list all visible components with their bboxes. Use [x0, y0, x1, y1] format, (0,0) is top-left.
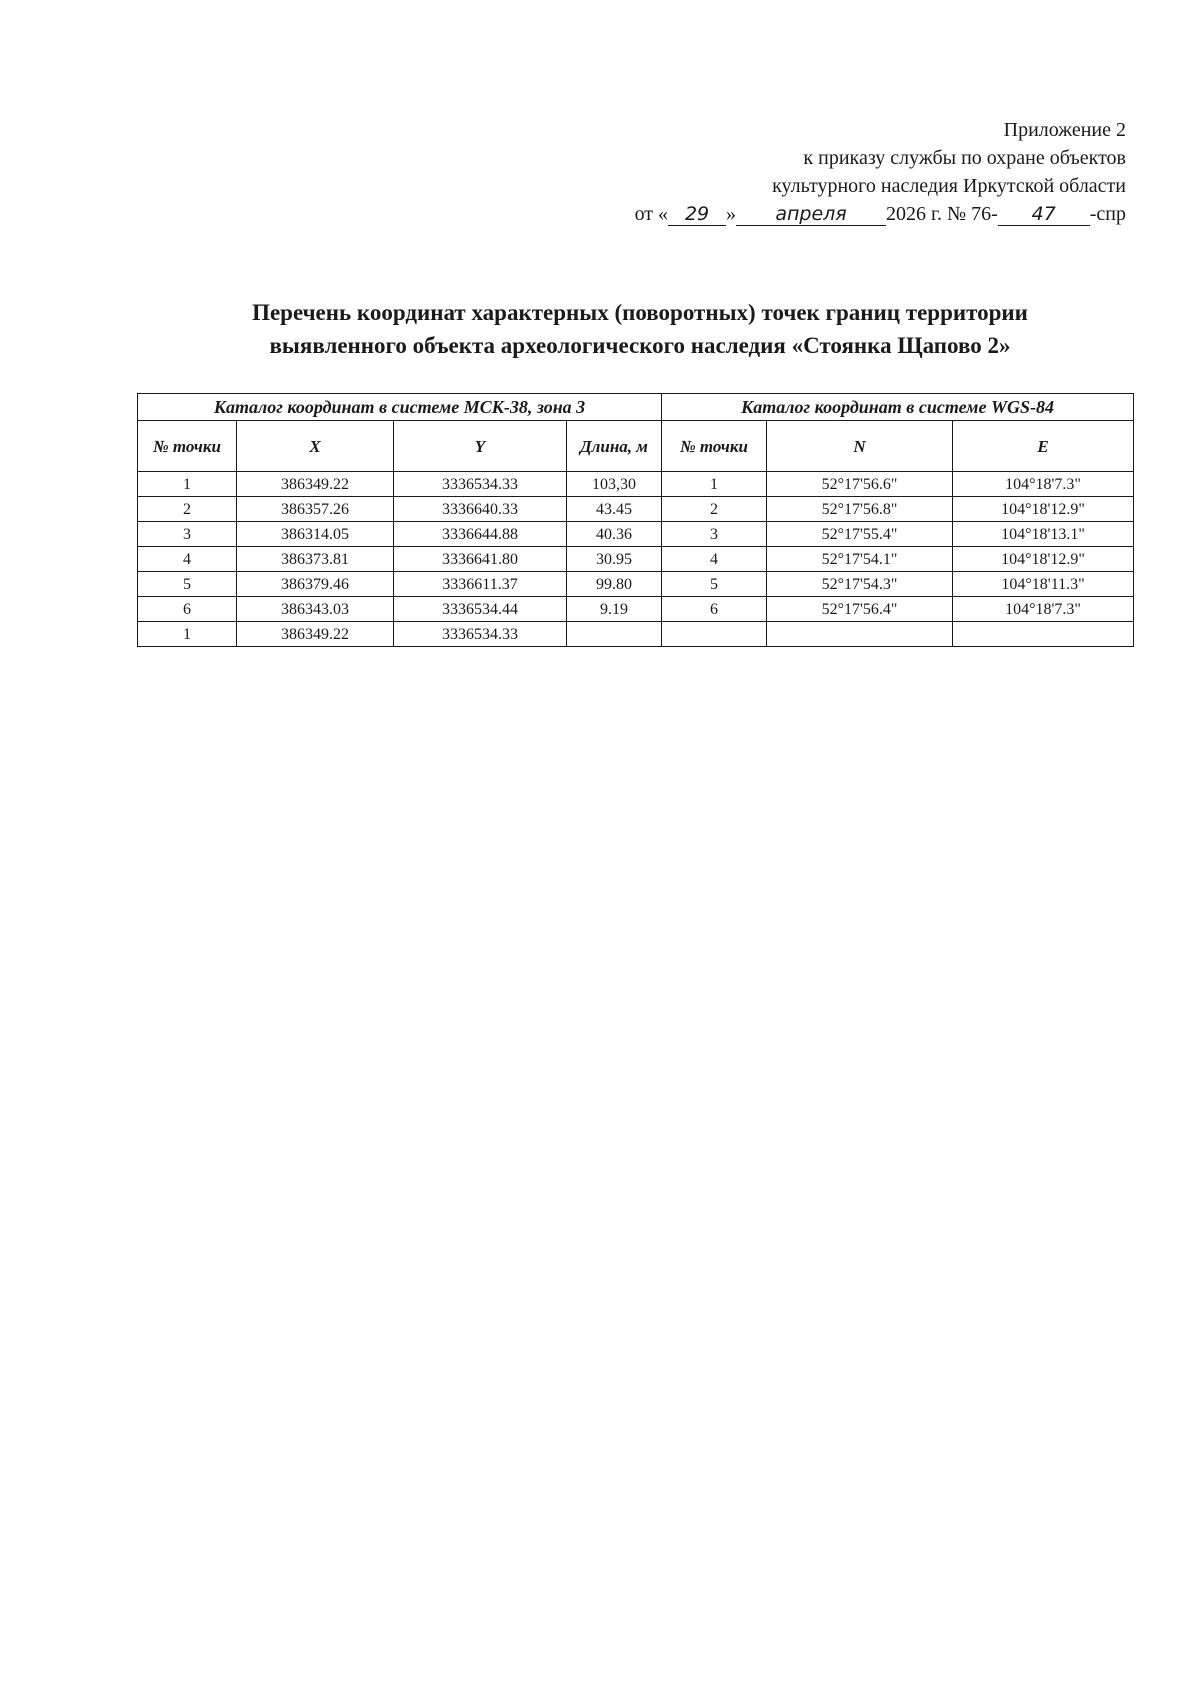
cell-point-wgs: 2 [662, 497, 767, 522]
date-day-handwritten: 29 [668, 203, 726, 226]
cell-length: 30.95 [567, 547, 662, 572]
col-point-wgs: № точки [662, 421, 767, 472]
cell-x: 386349.22 [237, 622, 394, 647]
appendix-label: Приложение 2 [1003, 119, 1126, 141]
cell-x: 386343.03 [237, 597, 394, 622]
order-number-handwritten: 47 [998, 203, 1090, 226]
cell-n: 52°17'54.3" [767, 572, 953, 597]
cell-length: 43.45 [567, 497, 662, 522]
cell-x: 386349.22 [237, 472, 394, 497]
catalog-msk-header: Каталог координат в системе МСК-38, зона 3 [138, 394, 662, 421]
cell-e: 104°18'11.3" [953, 572, 1134, 597]
cell-length [567, 622, 662, 647]
date-mid: » [726, 203, 737, 225]
cell-point-wgs: 4 [662, 547, 767, 572]
cell-e: 104°18'12.9" [953, 547, 1134, 572]
cell-point-wgs: 6 [662, 597, 767, 622]
cell-point-wgs: 1 [662, 472, 767, 497]
cell-point: 1 [138, 472, 237, 497]
col-e: E [953, 421, 1134, 472]
cell-length: 40.36 [567, 522, 662, 547]
order-reference: к приказу службы по охране объектов [803, 147, 1126, 169]
cell-x: 386373.81 [237, 547, 394, 572]
cell-n: 52°17'56.6" [767, 472, 953, 497]
appendix-header [566, 116, 1126, 228]
cell-n: 52°17'55.4" [767, 522, 953, 547]
table-row [138, 547, 1134, 572]
title-line-1: Перечень координат характерных (поворотных) точек границ территории [252, 300, 1028, 325]
cell-n: 52°17'56.4" [767, 597, 953, 622]
col-length: Длина, м [567, 421, 662, 472]
catalog-wgs-header: Каталог координат в системе WGS-84 [662, 394, 1134, 421]
table-row [138, 572, 1134, 597]
table-row [138, 497, 1134, 522]
table-row [138, 522, 1134, 547]
title-line-2: выявленного объекта археологического наследия «Стоянка Щапово 2» [269, 333, 1011, 358]
cell-x: 386357.26 [237, 497, 394, 522]
cell-point: 5 [138, 572, 237, 597]
cell-y: 3336644.88 [394, 522, 567, 547]
date-prefix: от « [634, 203, 669, 225]
table-row [138, 472, 1134, 497]
cell-y: 3336534.44 [394, 597, 567, 622]
cell-length: 9.19 [567, 597, 662, 622]
column-header-row [138, 421, 1134, 472]
cell-length: 99.80 [567, 572, 662, 597]
cell-point: 1 [138, 622, 237, 647]
col-point-msk: № точки [138, 421, 237, 472]
cell-n: 52°17'56.8" [767, 497, 953, 522]
cell-point: 6 [138, 597, 237, 622]
year-and-number-prefix: 2026 г. № 76- [886, 203, 998, 225]
document-title [140, 296, 1140, 362]
cell-x: 386314.05 [237, 522, 394, 547]
cell-e: 104°18'12.9" [953, 497, 1134, 522]
table-row [138, 622, 1134, 647]
cell-n [767, 622, 953, 647]
cell-y: 3336640.33 [394, 497, 567, 522]
cell-point-wgs: 5 [662, 572, 767, 597]
cell-e: 104°18'7.3" [953, 472, 1134, 497]
col-y: Y [394, 421, 567, 472]
cell-x: 386379.46 [237, 572, 394, 597]
cell-y: 3336534.33 [394, 622, 567, 647]
cell-e: 104°18'7.3" [953, 597, 1134, 622]
col-n: N [767, 421, 953, 472]
col-x: X [237, 421, 394, 472]
cell-point: 4 [138, 547, 237, 572]
order-suffix: -спр [1089, 203, 1126, 225]
cell-point: 2 [138, 497, 237, 522]
cell-y: 3336611.37 [394, 572, 567, 597]
cell-y: 3336534.33 [394, 472, 567, 497]
catalog-header-row [138, 394, 1134, 421]
cell-e [953, 622, 1134, 647]
cell-y: 3336641.80 [394, 547, 567, 572]
cell-length: 103,30 [567, 472, 662, 497]
coordinates-table [137, 393, 1134, 647]
cell-n: 52°17'54.1" [767, 547, 953, 572]
cell-point-wgs [662, 622, 767, 647]
order-date-line [566, 200, 1126, 228]
date-month-handwritten: апреля [736, 203, 886, 226]
cell-point-wgs: 3 [662, 522, 767, 547]
authority-name: культурного наследия Иркутской области [772, 175, 1126, 197]
cell-point: 3 [138, 522, 237, 547]
cell-e: 104°18'13.1" [953, 522, 1134, 547]
table-row [138, 597, 1134, 622]
